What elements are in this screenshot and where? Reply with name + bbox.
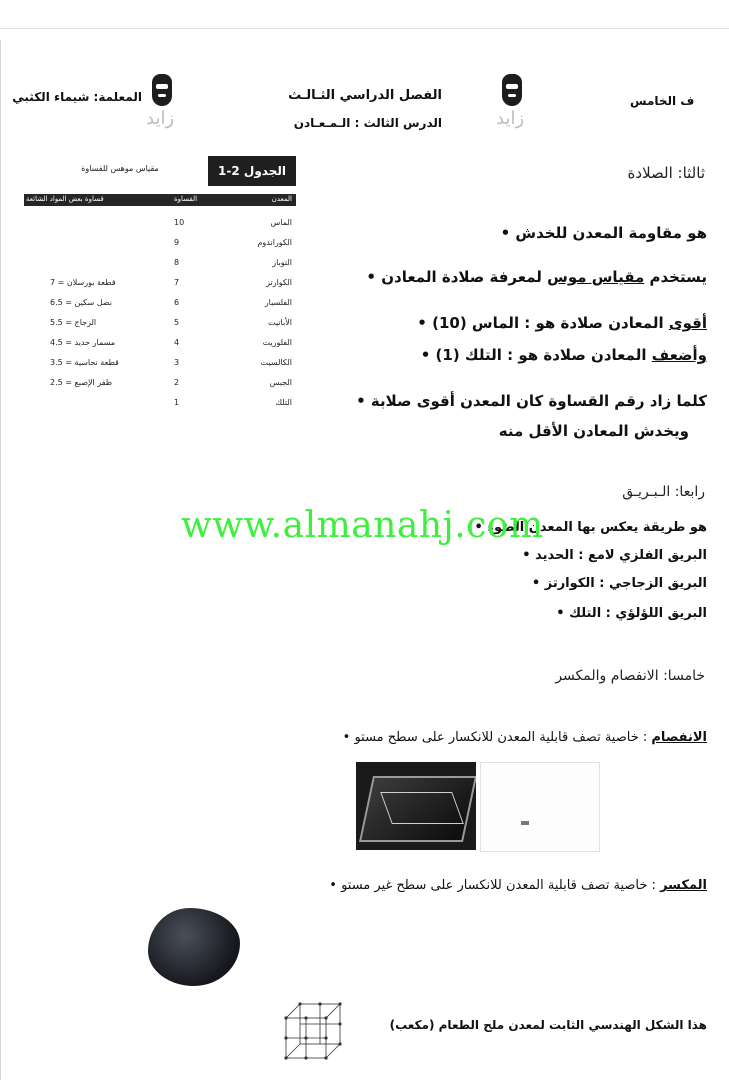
cell-hardness: 8 (174, 258, 180, 267)
text-part: يستخدم (644, 268, 707, 286)
cell-common: الزجاج = 5.5 (50, 318, 97, 327)
cell-hardness: 10 (174, 218, 185, 227)
pearly-luster-bullet: البريق اللؤلؤي : التلك • (556, 606, 707, 621)
text-part: لمعرفة صلادة المعادن (381, 268, 548, 286)
fracture-term: المكسر (660, 878, 707, 893)
table-title: الجدول 2-1 (208, 156, 296, 186)
cleavage-photo-dark (356, 762, 476, 850)
table-row (24, 256, 296, 272)
text-part: : خاصية تصف قابلية المعدن للانكسار على سطح مستو (354, 730, 652, 745)
cell-hardness: 2 (174, 378, 180, 387)
cell-mineral: الكوارتز (266, 278, 292, 287)
section-heading-cleavage: خامسا: الانفصام والمكسر (555, 668, 705, 684)
metallic-luster-bullet: البريق الفلزي لامع : الحديد • (522, 548, 707, 563)
cell-mineral: الفلسبار (264, 298, 292, 307)
cell-mineral: التلك (275, 398, 292, 407)
table-row (24, 336, 296, 352)
school-logo-left (146, 72, 180, 130)
table-row (24, 296, 296, 312)
hardest-term: أقوى (668, 314, 707, 332)
cell-mineral: التوباز (272, 258, 292, 267)
table-row (24, 316, 296, 332)
cell-mineral: الماس (270, 218, 292, 227)
table-row (24, 376, 296, 392)
text-part: المعادن صلادة هو : التلك (1) (435, 346, 652, 364)
cell-common: قطعة نحاسية = 3.5 (50, 358, 119, 367)
lesson-label: الدرس الثالث : الـمـعـادن (293, 116, 442, 130)
table-caption: مقياس موهس للقساوة (81, 164, 159, 173)
section-heading-luster: رابعا: الـبـريـق (622, 484, 705, 500)
table-row (24, 216, 296, 232)
col-header-mineral: المعدن (271, 195, 292, 203)
glassy-luster-bullet: البريق الزجاجي : الكوارتز • (532, 576, 707, 591)
top-divider (0, 28, 729, 29)
cell-hardness: 9 (174, 238, 180, 247)
salt-cube-caption: هذا الشكل الهندسي الثابت لمعدن ملح الطعام (مكعب) (389, 1018, 707, 1032)
cleavage-photo-light (480, 762, 600, 852)
mohs-scale-bullet (366, 268, 707, 286)
cell-hardness: 6 (174, 298, 180, 307)
cell-common: مسمار حديد = 4.5 (50, 338, 115, 347)
fracture-rock-photo (148, 908, 240, 986)
hardness-rule-bullet: كلما زاد رقم القساوة كان المعدن أقوى صلابة • (356, 392, 707, 410)
text-part: : خاصية تصف قابلية المعدن للانكسار على سطح غير مستو (341, 878, 661, 893)
teacher-name: المعلمة: شيماء الكثبي (12, 90, 142, 104)
cell-hardness: 5 (174, 318, 180, 327)
cell-hardness: 7 (174, 278, 180, 287)
school-logo-right (496, 72, 530, 130)
hardest-mineral-bullet (417, 314, 707, 332)
col-header-common: قساوة بعض المواد الشائعة (26, 195, 104, 203)
cleavage-bullet (343, 730, 707, 745)
table-header-row (24, 194, 296, 206)
cleavage-term: الانفصام (651, 730, 707, 745)
cell-common: قطعة بورسلان = 7 (50, 278, 116, 287)
cell-mineral: الجبس (269, 378, 292, 387)
hardness-definition: هو مقاومة المعدن للخدش • (501, 224, 707, 242)
cell-mineral: الأباتيت (268, 318, 292, 327)
logo-wordmark: زايد (496, 108, 525, 129)
col-header-hardness: القساوة (174, 195, 198, 203)
cell-common: ظفر الإصبع = 2.5 (50, 378, 113, 387)
softest-mineral-bullet (421, 346, 707, 364)
mohs-scale-term: مقياس موس (547, 268, 645, 286)
cell-common: نصل سكين = 6.5 (50, 298, 112, 307)
logo-wordmark: زايد (146, 108, 175, 129)
cell-hardness: 4 (174, 338, 180, 347)
left-edge-line (0, 40, 1, 1080)
cell-mineral: الكالسيت (260, 358, 292, 367)
cell-mineral: الكوراندوم (257, 238, 292, 247)
watermark: www.almanahj.com (181, 505, 544, 546)
section-heading-hardness: ثالثا: الصلادة (627, 164, 705, 182)
luster-definition: هو طريقة يعكس بها المعدن الضوء • (474, 520, 707, 535)
photo-mark (521, 821, 529, 825)
fracture-bullet (329, 878, 707, 893)
table-row (24, 396, 296, 412)
cell-hardness: 3 (174, 358, 180, 367)
salt-cube-lattice-diagram (280, 1000, 346, 1066)
text-part: المعادن صلادة هو : الماس (10) (432, 314, 669, 332)
logo-face-icon (152, 74, 172, 106)
header-right-label: ف الخامس (630, 94, 695, 108)
table-row (24, 276, 296, 292)
semester-label: الفصل الدراسي الثـالـث (288, 88, 442, 103)
logo-face-icon (502, 74, 522, 106)
hardness-rule-line2: ويخدش المعادن الأقل منه (498, 422, 689, 440)
cell-mineral: الفلوريت (262, 338, 292, 347)
softest-term: وأضعف (651, 346, 707, 364)
crystal-plane (380, 792, 464, 824)
table-row (24, 236, 296, 252)
table-row (24, 356, 296, 372)
cell-hardness: 1 (174, 398, 180, 407)
